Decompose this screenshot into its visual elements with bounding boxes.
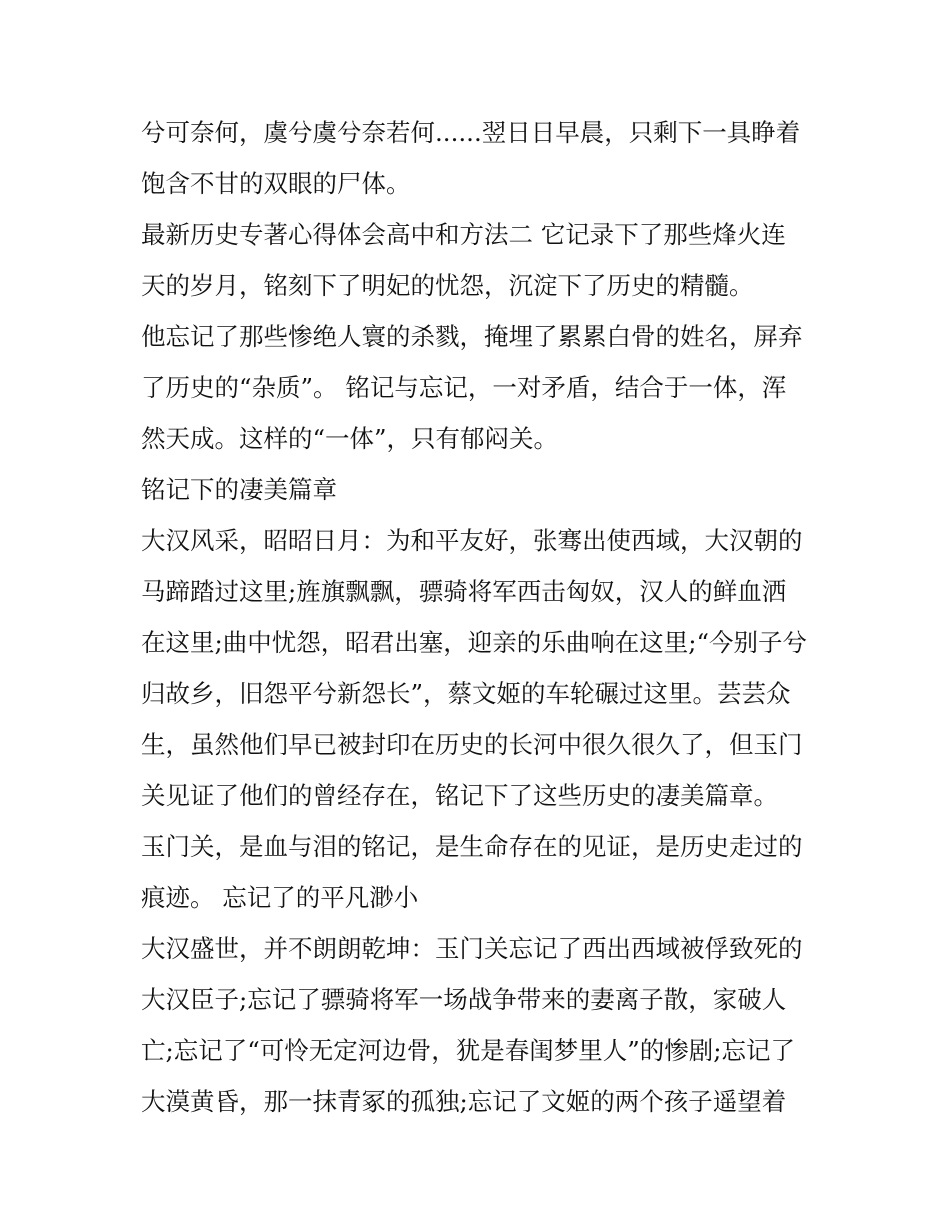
text-line-17: 大汉盛世，并不朗朗乾坤：玉门关忘记了西出西域被俘致死的 [141, 934, 803, 963]
text-line-9: 大汉风采，昭昭日月：为和平友好，张骞出使西域，大汉朝的 [141, 526, 803, 555]
text-line-16: 痕迹。 忘记了的平凡渺小 [141, 883, 419, 912]
text-line-6: 了历史的“杂质”。 铭记与忘记，一对矛盾，结合于一体，浑 [141, 373, 787, 402]
text-line-12: 归故乡，旧怨平兮新怨长”，蔡文姬的车轮碾过这里。芸芸众 [141, 679, 791, 708]
text-line-19: 亡;忘记了“可怜无定河边骨，犹是春闺梦里人”的惨剧;忘记了 [141, 1036, 796, 1065]
text-line-15: 玉门关，是血与泪的铭记，是生命存在的见证，是历史走过的 [141, 832, 803, 861]
text-line-10: 马蹄踏过这里;旌旗飘飘，骠骑将军西击匈奴，汉人的鲜血洒 [141, 577, 787, 606]
document-body [141, 107, 813, 1127]
text-line-18: 大汉臣子;忘记了骠骑将军一场战争带来的妻离子散，家破人 [141, 985, 787, 1014]
text-line-2: 饱含不甘的双眼的尸体。 [141, 169, 411, 198]
text-line-14: 关见证了他们的曾经存在，铭记下了这些历史的凄美篇章。 [141, 781, 778, 810]
text-line-3: 最新历史专著心得体会高中和方法二 它记录下了那些烽火连 [141, 220, 786, 249]
text-line-1: 兮可奈何，虞兮虞兮奈若何......翌日日早晨，只剩下一具睁着 [141, 118, 801, 147]
text-line-13: 生，虽然他们早已被封印在历史的长河中很久很久了，但玉门 [141, 730, 803, 759]
text-line-7: 然天成。这样的“一体”，只有郁闷关。 [141, 424, 559, 453]
text-line-11: 在这里;曲中忧怨，昭君出塞，迎亲的乐曲响在这里;“今别子兮 [141, 628, 808, 657]
text-line-4: 天的岁月，铭刻下了明妃的忧怨，沉淀下了历史的精髓。 [141, 271, 754, 300]
text-line-20: 大漠黄昏，那一抹青冢的孤独;忘记了文姬的两个孩子遥望着 [141, 1087, 787, 1116]
text-line-5: 他忘记了那些惨绝人寰的杀戮，掩埋了累累白骨的姓名，屏弃 [141, 322, 803, 351]
section-heading: 铭记下的凄美篇章 [141, 475, 337, 504]
